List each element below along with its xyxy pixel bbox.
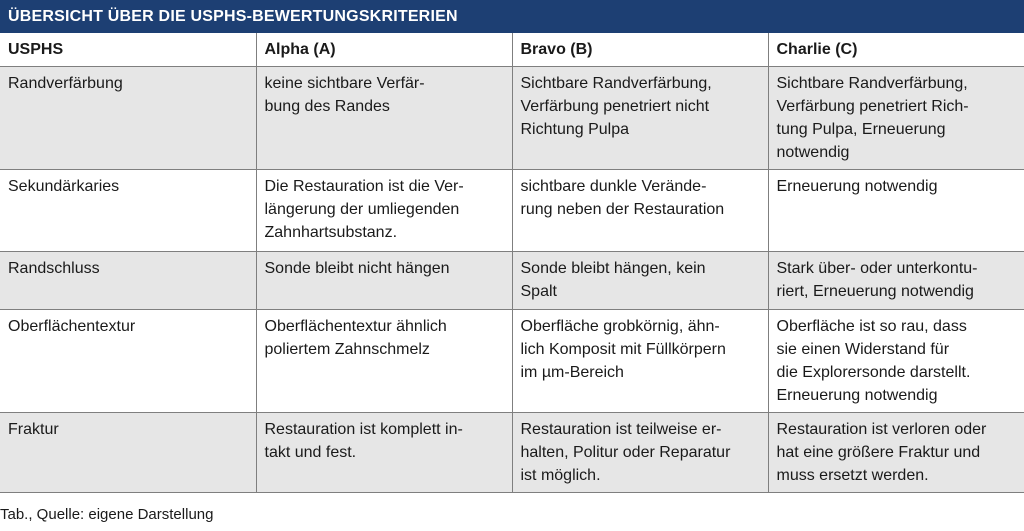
cell-alpha: Restauration ist komplett in- takt und fest. (256, 413, 512, 493)
cell-criterion: Oberflächentextur (0, 310, 256, 413)
cell-charlie: Restauration ist verloren oder hat eine größere Fraktur und muss ersetzt werden. (768, 413, 1024, 493)
table-row (0, 310, 1024, 413)
cell-charlie: Erneuerung notwendig (768, 170, 1024, 252)
cell-criterion: Fraktur (0, 413, 256, 493)
cell-criterion: Randschluss (0, 252, 256, 310)
cell-criterion: Randverfärbung (0, 67, 256, 170)
header-row (0, 33, 1024, 67)
table-row (0, 67, 1024, 170)
column-header-bravo: Bravo (B) (512, 33, 768, 67)
cell-bravo: Sonde bleibt hängen, kein Spalt (512, 252, 768, 310)
cell-charlie: Oberfläche ist so rau, dass sie einen Widerstand für die Explorersonde darstellt. Erneuerung notwendig (768, 310, 1024, 413)
table-title: ÜBERSICHT ÜBER DIE USPHS-BEWERTUNGSKRITERIEN (0, 0, 1024, 33)
cell-charlie: Stark über- oder unterkontu- riert, Erneuerung notwendig (768, 252, 1024, 310)
cell-bravo: Restauration ist teilweise er- halten, Politur oder Reparatur ist möglich. (512, 413, 768, 493)
cell-alpha: Oberflächentextur ähnlich poliertem Zahnschmelz (256, 310, 512, 413)
column-header-charlie: Charlie (C) (768, 33, 1024, 67)
table-row (0, 252, 1024, 310)
cell-alpha: Die Restauration ist die Ver- längerung der umliegenden Zahnhartsubstanz. (256, 170, 512, 252)
table-row (0, 170, 1024, 252)
cell-bravo: Oberfläche grobkörnig, ähn- lich Komposit mit Füllkörpern im µm-Bereich (512, 310, 768, 413)
cell-alpha: keine sichtbare Verfär- bung des Randes (256, 67, 512, 170)
cell-criterion: Sekundärkaries (0, 170, 256, 252)
usphs-criteria-table (0, 33, 1024, 493)
cell-charlie: Sichtbare Randverfärbung, Verfärbung penetriert Rich- tung Pulpa, Erneuerung notwendig (768, 67, 1024, 170)
column-header-alpha: Alpha (A) (256, 33, 512, 67)
column-header-usphs: USPHS (0, 33, 256, 67)
cell-bravo: Sichtbare Randverfärbung, Verfärbung penetriert nicht Richtung Pulpa (512, 67, 768, 170)
table-row (0, 413, 1024, 493)
cell-alpha: Sonde bleibt nicht hängen (256, 252, 512, 310)
source-note: Tab., Quelle: eigene Darstellung (0, 506, 214, 523)
cell-bravo: sichtbare dunkle Verände- rung neben der Restauration (512, 170, 768, 252)
